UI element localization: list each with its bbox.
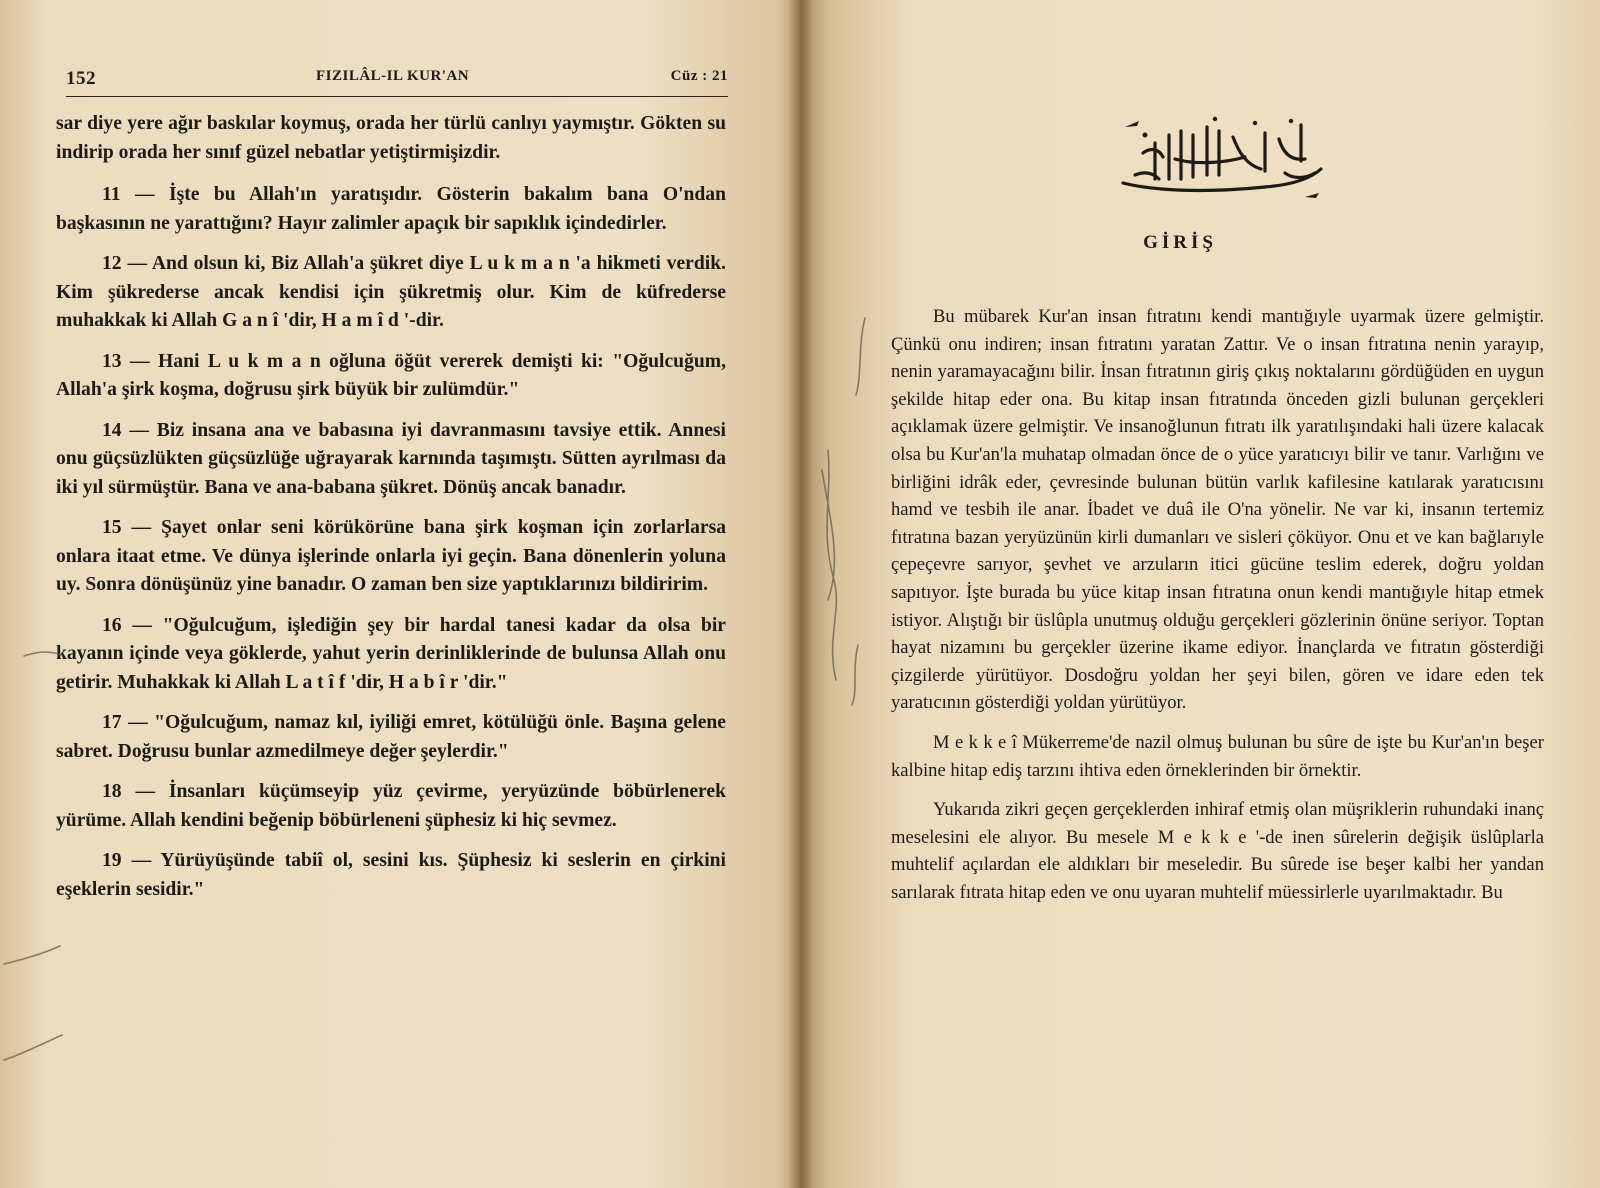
basmala-calligraphy <box>1115 113 1330 203</box>
verse-18: 18 — İnsanları küçümseyip yüz çevirme, yeryüzünde böbürlenerek yürüme. Allah kendini beğenip böbürleneni şüphesiz ki hiç sevmez. <box>56 781 726 831</box>
verse-15: 15 — Şayet onlar seni körükörüne bana şirk koşman için zorlarlarsa onlara itaat etme. Ve dünya işlerinde onlarla iyi geçin. Bana dönenlerin yoluna uy. Sonra dönüşünüz yine banadır. O zaman ben size yaptıklarınızı bildiririm. <box>56 517 726 595</box>
intro-paragraph-2: M e k k e î Mükerreme'de nazil olmuş bulunan bu sûre de işte bu Kur'an'ın beşer kalbine hitap ediş tarzını ihtiva eden örneklerinden bir örnektir. <box>891 731 1544 781</box>
intro-paragraph-3: Yukarıda zikri geçen gerçeklerden inhiraf etmiş olan müşriklerin ruhundaki inanç meselesini ele alıyor. Bu mesele M e k k e '-de inen sûrelerin değişik üslûplarla muhtelif açılardan ele aldıkları bir meseledir. Bu sûrede ise beşer kalbi her yandan sarılarak fıtrata hitap eden ve onu uyaran muhtelif müessirlerle uyarılmaktadır. Bu <box>891 799 1544 903</box>
left-page-text <box>56 110 726 916</box>
intro-paragraph-1: Bu mübarek Kur'an insan fıtratını kendi mantığıyle uyarmak üzere gelmiştir. Çünkü onu indiren; insan fıtratını yaratan Zattır. Ve o insan fıtratına nenin yarayıp, nenin yaramayacağını bilir. İnsan fıtratının giriş çıkış noktalarını gördüğüden en uygun şekilde hitap eder ona. Bu kitap insan fıtratında önceden gizli bulunan gerçekleri açıklamak üzere gelmiştir. Ve insanoğlunun fıtratı ilk yaratılışındaki hali üzere kalacak olsa bu Kur'an'la muhatap olmadan önce de o yüce yaratıcıyı bilir ve tanır. Varlığını ve birliğini idrâk eder, çevresinde bulunan bütün varlık kafilesine katılarak yaratıcısını hamd ve tesbih ile anar. İbadet ve duâ ile O'na yönelir. Ne var ki, insanın tertemiz fıtratına bazan yeryüzünün kirli dumanları ve sisleri çöküyor. Onu et ve kan bağlarıyle çepeçevre sarıyor, şevhet ve arzuların itici gücüne teslim ederek, doğru yoldan sapıtıyor. İşte burada bu yüce kitap insan fıtratına onun kendi mantığıyle hitap etmek istiyor. Alıştığı bir üslûpla unutmuş olduğu gerçekleri gözlerinin önüne seriyor. Toptan hayat nizamını bu gerçekler üzerine ikame ediyor. İnançlarda ve fıtratın gösterdiği çizgilerde yürütüyor. Dosdoğru yoldan her şeyi bilen, gören ve idare eden tek yaratıcının gösterdiği yoldan yürütüyor. <box>891 306 1544 714</box>
verse-19: 19 — Yürüyüşünde tabiî ol, sesini kıs. Şüphesiz ki seslerin en çirkini eşeklerin sesidir." <box>56 850 726 900</box>
juz-label: Cüz : 21 <box>670 68 728 84</box>
verse-17: 17 — "Oğulcuğum, namaz kıl, iyiliği emret, kötülüğü önle. Başına gelene sabret. Doğrusu bunlar azmedilmeye değer şeylerdir." <box>56 712 726 762</box>
section-title: GİRİŞ <box>1143 232 1217 253</box>
running-head <box>66 66 728 97</box>
verse-13: 13 — Hani L u k m a n oğluna öğüt vererek demişti ki: "Oğulcuğum, Allah'a şirk koşma, doğrusu şirk büyük bir zulümdür." <box>56 350 726 400</box>
book-gutter <box>788 0 814 1188</box>
page-number: 152 <box>66 68 96 89</box>
verse-14: 14 — Biz insana ana ve babasına iyi davranmasını tavsiye ettik. Annesi onu güçsüzlükten güçsüzlüğe uğrayarak karnında taşımıştı. Sütten ayrılması da iki yıl sürmüştür. Bana ve ana-babana şükret. Dönüş ancak banadır. <box>56 419 726 498</box>
running-title: FIZILÂL-IL KUR'AN <box>316 68 470 84</box>
right-page-text <box>891 303 1544 918</box>
verse-16: 16 — "Oğulcuğum, işlediğin şey bir hardal tanesi kadar da olsa bir kayanın içinde veya göklerde, yahut yerin derinliklerinde de bulunsa Allah onu getirir. Muhakkak ki Allah L a t î f 'dir, H a b î r 'dir." <box>56 614 726 693</box>
verse-11: 11 — İşte bu Allah'ın yaratışıdır. Gösterin bakalım bana O'ndan başkasının ne yarattığını? Hayır zalimler apaçık bir sapıklık içindedirler. <box>56 184 726 234</box>
verse-12: 12 — And olsun ki, Biz Allah'a şükret diye L u k m a n 'a hikmeti verdik. Kim şükrederse ancak kendisi için şükretmiş olur. Kim de küfrederse muhakkak ki Allah G a n î 'dir, H a m î d '-dir. <box>56 253 726 331</box>
paragraph: sar diye yere ağır baskılar koymuş, orada her türlü canlıyı yaymıştır. Gökten su indirip orada her sınıf güzel nebatlar yetiştirmişizdir. <box>56 113 726 163</box>
